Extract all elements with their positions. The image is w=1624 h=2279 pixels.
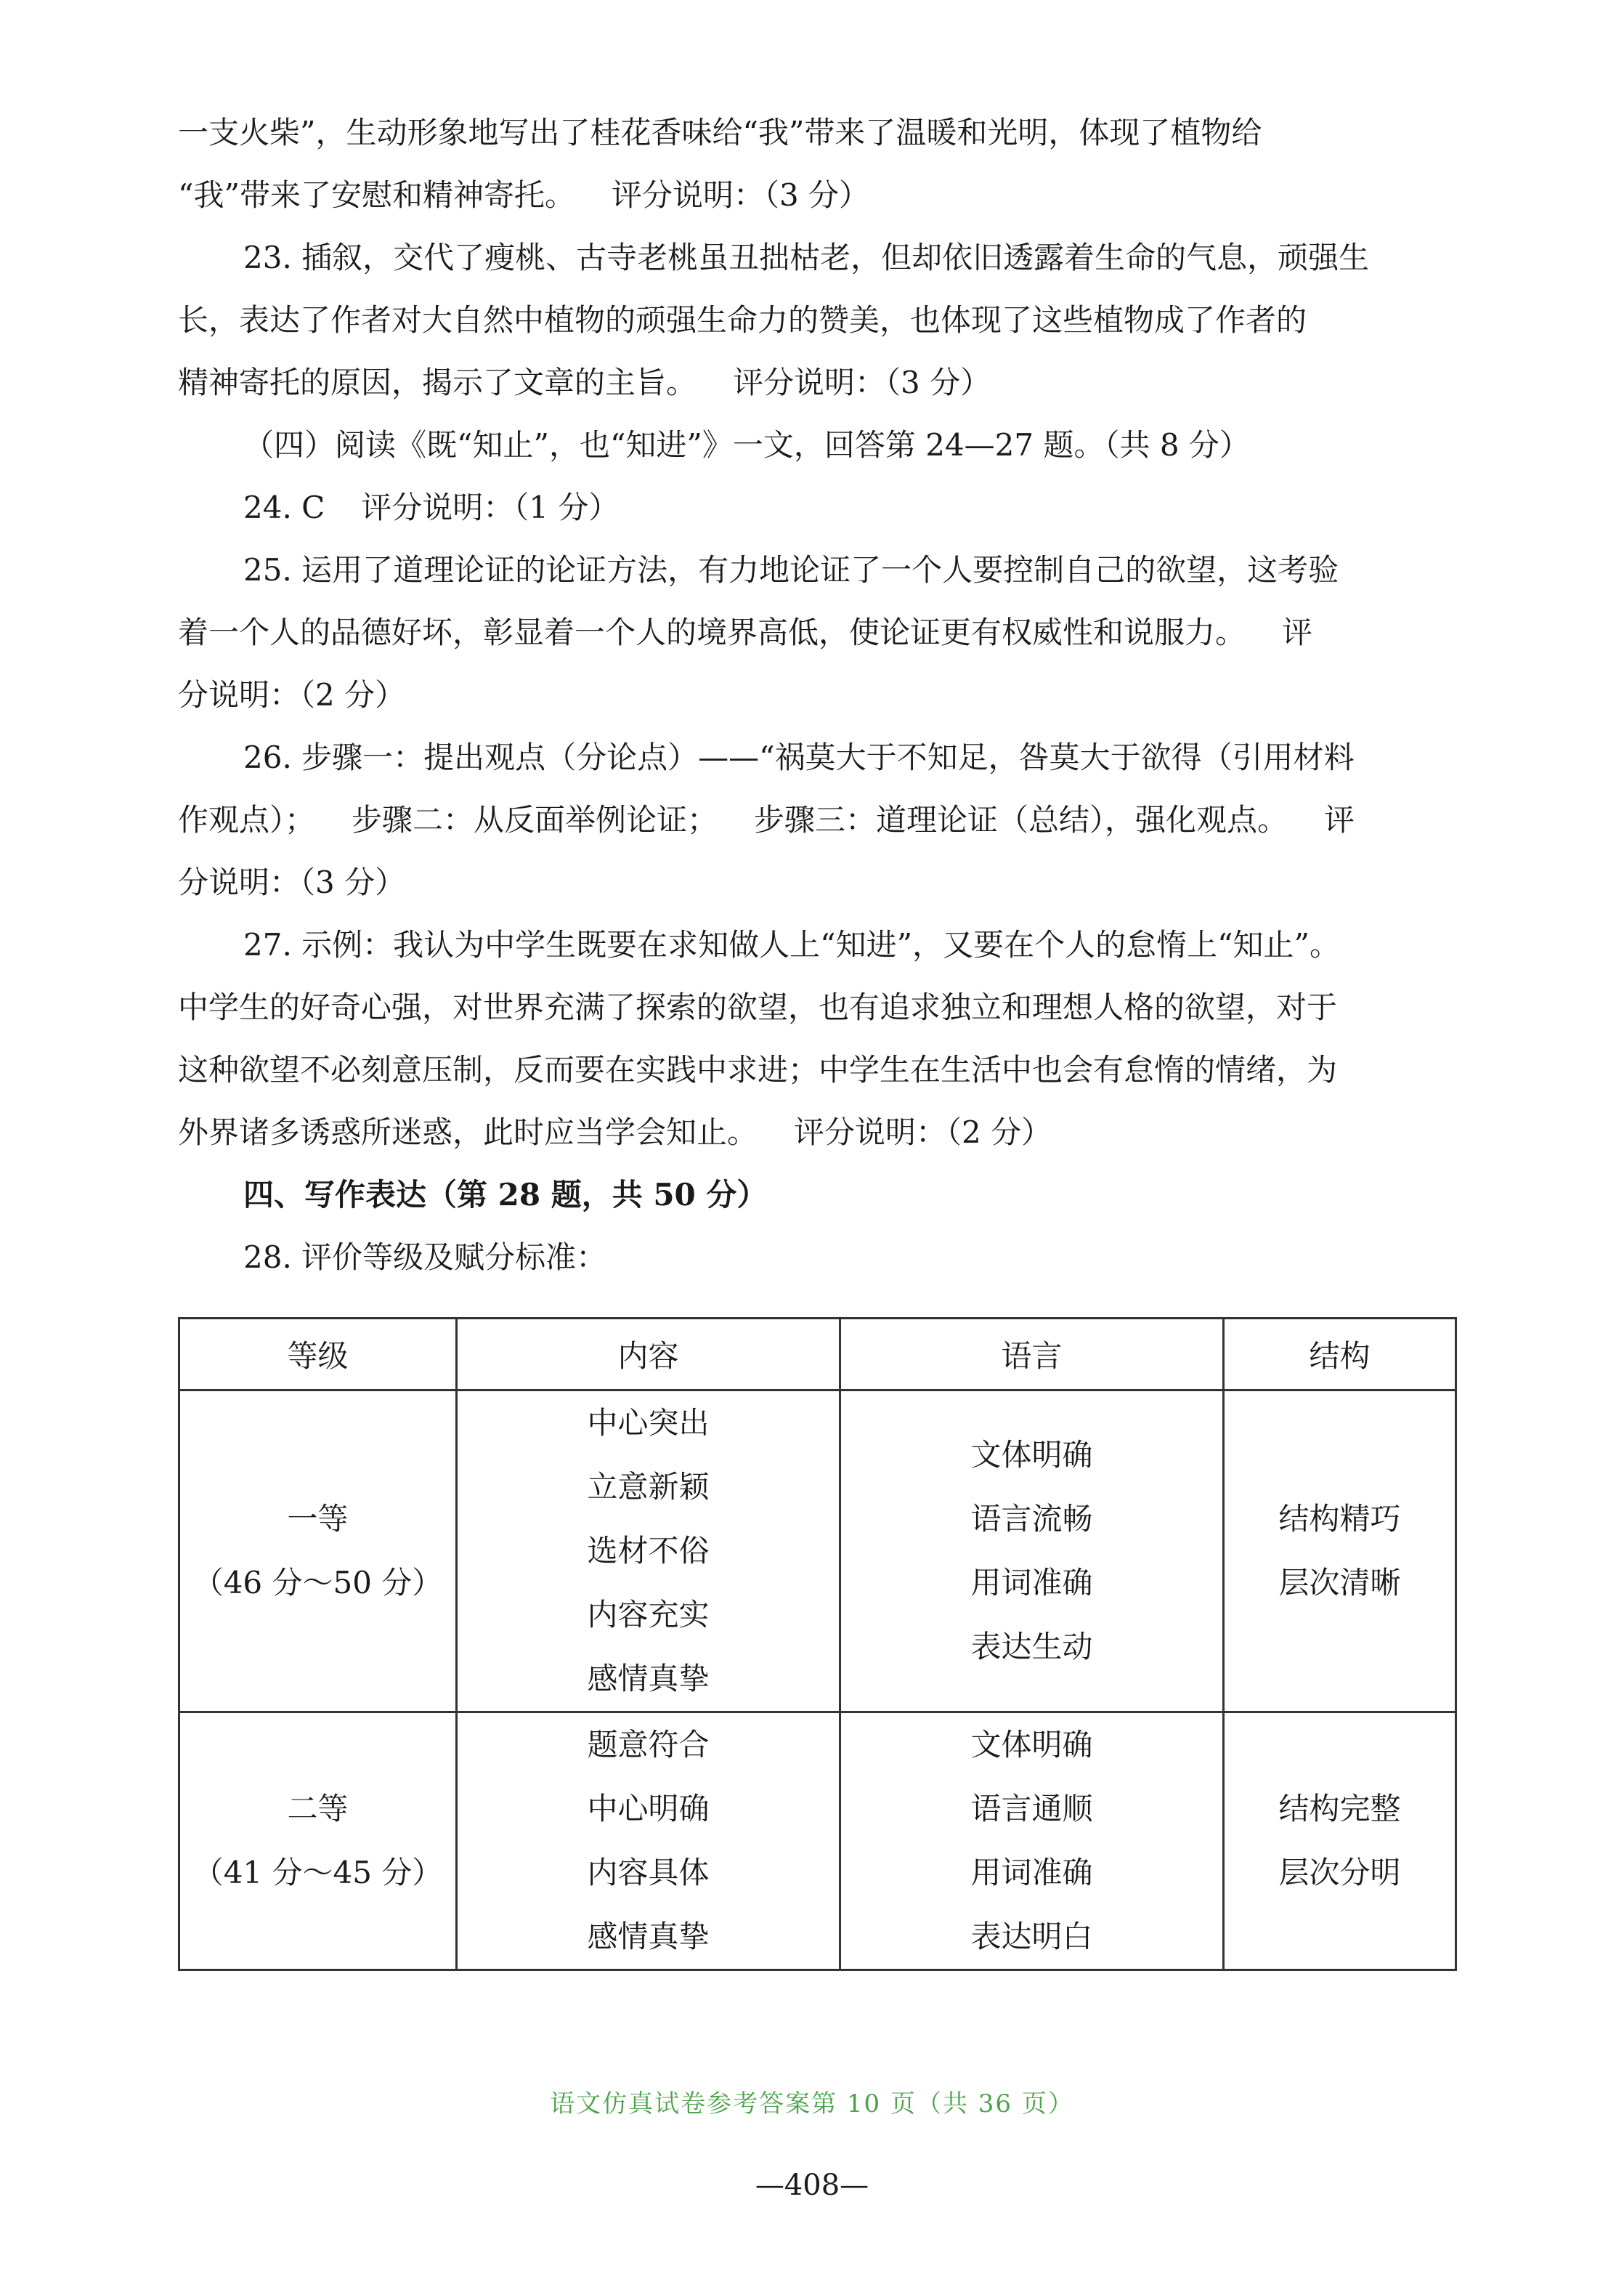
paragraph-line: “我”带来了安慰和精神寄托。 评分说明：（3 分） [178,177,870,213]
paragraph-line: 作观点）； 步骤二：从反面举例论证； 步骤三：道理论证（总结），强化观点。 评 [178,802,1355,838]
paragraph-line: 着一个人的品德好坏，彰显着一个人的境界高低，使论证更有权威性和说服力。 评 [178,615,1313,650]
grade-cell: 一等 （46 分～50 分） [179,1391,457,1712]
header-content: 内容 [457,1319,840,1391]
paragraph-line: 一支火柴”，生动形象地写出了桂花香味给“我”带来了温暖和光明，体现了植物给 [178,115,1262,150]
header-structure: 结构 [1224,1319,1456,1391]
content-cell: 题意符合 中心明确 内容具体 感情真挚 [457,1712,840,1970]
answer-25: 25. 运用了道理论证的论证方法，有力地论证了一个人要控制自己的欲望，这考验 [243,552,1339,588]
structure-cell: 结构完整 层次分明 [1224,1712,1456,1970]
header-grade: 等级 [179,1319,457,1391]
answer-28: 28. 评价等级及赋分标准： [243,1239,607,1275]
answer-26: 26. 步骤一：提出观点（分论点）——“祸莫大于不知足，咎莫大于欲得（引用材料 [243,740,1355,775]
footer-title: 语文仿真试卷参考答案第 10 页（共 36 页） [550,2089,1074,2118]
paragraph-line: 这种欲望不必刻意压制，反而要在实践中求进；中学生在生活中也会有怠惰的情绪，为 [178,1052,1338,1088]
paragraph-line: 中学生的好奇心强，对世界充满了探索的欲望，也有追求独立和理想人格的欲望，对于 [178,989,1338,1025]
paragraph-line: 分说明：（3 分） [178,865,406,900]
language-cell: 文体明确 语言通顺 用词准确 表达明白 [840,1712,1224,1970]
paragraph-line: 长，表达了作者对大自然中植物的顽强生命力的赞美，也体现了这些植物成了作者的 [178,302,1307,338]
score-note: 评 [1324,802,1355,838]
grade-cell: 二等 （41 分～45 分） [179,1712,457,1970]
page-number: —408— [755,2169,869,2202]
score-note: 评 [1282,615,1313,650]
score-note: 评分说明：（3 分） [611,177,870,213]
score-note: 评分说明：（2 分） [794,1114,1052,1150]
header-language: 语言 [840,1319,1224,1391]
paragraph-line: 精神寄托的原因，揭示了文章的主旨。 评分说明：（3 分） [178,365,991,400]
paragraph-line: 分说明：（2 分） [178,677,406,713]
score-note: 评分说明：（1 分） [361,490,620,525]
structure-cell: 结构精巧 层次清晰 [1224,1391,1456,1712]
paragraph-line: 外界诸多诱惑所迷惑，此时应当学会知止。 评分说明：（2 分） [178,1114,1052,1150]
answer-27: 27. 示例：我认为中学生既要在求知做人上“知进”，又要在个人的怠惰上“知止”。 [243,927,1341,963]
answer-text [178,102,1453,1289]
answer-23: 23. 插叙，交代了瘦桃、古寺老桃虽丑拙枯老，但却依旧透露着生命的气息，顽强生 [243,240,1370,275]
table-header-row [179,1319,1456,1391]
answer-24: 24. C 评分说明：（1 分） [243,490,620,525]
table-row [179,1391,1456,1712]
section-four-writing-heading: 四、写作表达（第 28 题，共 50 分） [243,1177,768,1213]
table-row [179,1712,1456,1970]
score-note: 评分说明：（3 分） [733,365,991,400]
language-cell: 文体明确 语言流畅 用词准确 表达生动 [840,1391,1224,1712]
content-cell: 中心突出 立意新颖 选材不俗 内容充实 感情真挚 [457,1391,840,1712]
section-four-reading: （四）阅读《既“知止”，也“知进”》一文，回答第 24—27 题。（共 8 分） [243,427,1250,463]
grading-table [178,1317,1457,1971]
